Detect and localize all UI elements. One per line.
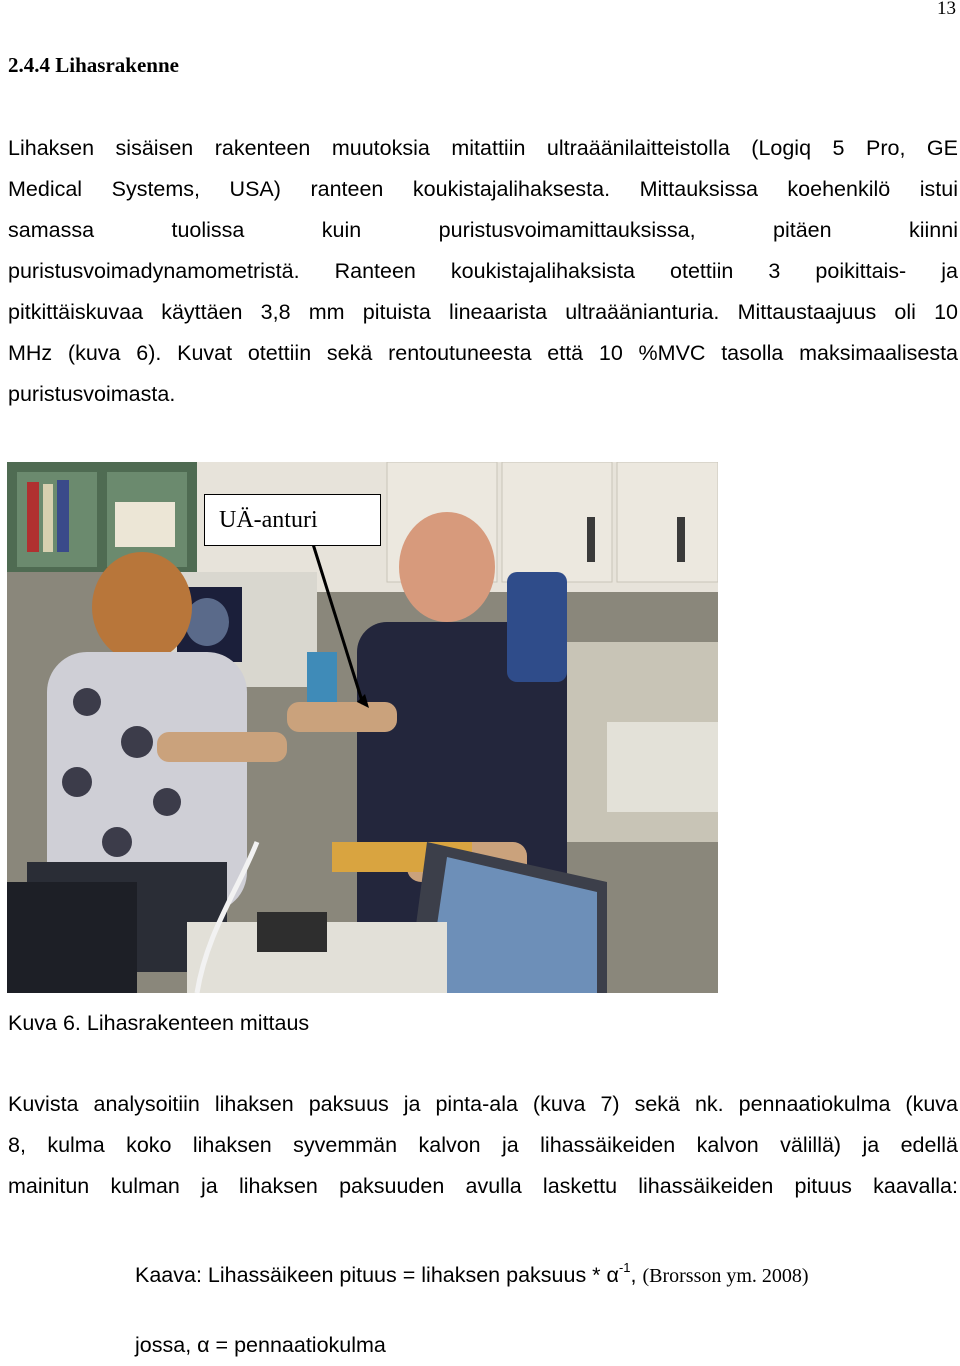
section-heading: 2.4.4 Lihasrakenne — [8, 53, 179, 77]
figure-callout-label: UÄ-anturi — [204, 494, 381, 546]
paragraph-line: 8, kulma koko lihaksen syvemmän kalvon ja lihassäikeiden kalvon välillä) ja edellä — [8, 1133, 958, 1157]
paragraph-line: MHz (kuva 6). Kuvat otettiin sekä rentoutuneesta että 10 %MVC tasolla maksimaalisesta — [8, 341, 958, 365]
paragraph-analysis — [8, 1084, 958, 1207]
paragraph-line: Medical Systems, USA) ranteen koukistajalihaksesta. Mittauksissa koehenkilö istui — [8, 177, 958, 201]
paragraph-line: pitkittäiskuvaa käyttäen 3,8 mm pituista lineaarista ultraäänianturia. Mittaustaajuus oli 10 — [8, 300, 958, 324]
formula-text: Kaava: Lihassäikeen pituus = lihaksen paksuus * α — [135, 1263, 619, 1287]
formula — [135, 1247, 809, 1297]
formula-separator: , — [630, 1263, 637, 1287]
paragraph-line: Kuvista analysoitiin lihaksen paksuus ja pinta-ala (kuva 7) sekä nk. pennaatiokulma (kuva — [8, 1092, 958, 1116]
figure-caption: Kuva 6. Lihasrakenteen mittaus — [8, 1011, 310, 1035]
formula-reference: (Brorsson ym. 2008) — [642, 1265, 809, 1287]
paragraph-line: Lihaksen sisäisen rakenteen muutoksia mitattiin ultraäänilaitteistolla (Logiq 5 Pro, GE — [8, 136, 958, 160]
formula-definition: jossa, α = pennaatiokulma — [135, 1333, 386, 1357]
paragraph-line: mainitun kulman ja lihaksen paksuuden avulla laskettu lihassäikeiden pituus kaavalla: — [8, 1174, 958, 1198]
paragraph-line: puristusvoimasta. — [8, 382, 176, 406]
paragraph-line: puristusvoimadynamometristä. Ranteen koukistajalihaksista otettiin 3 poikittais- ja — [8, 259, 958, 283]
paragraph-intro — [8, 128, 958, 415]
paragraph-line: samassa tuolissa kuin puristusvoimamittauksissa, pitäen kiinni — [8, 218, 958, 242]
formula-exponent: -1 — [618, 1260, 631, 1275]
page-number: 13 — [937, 0, 956, 19]
